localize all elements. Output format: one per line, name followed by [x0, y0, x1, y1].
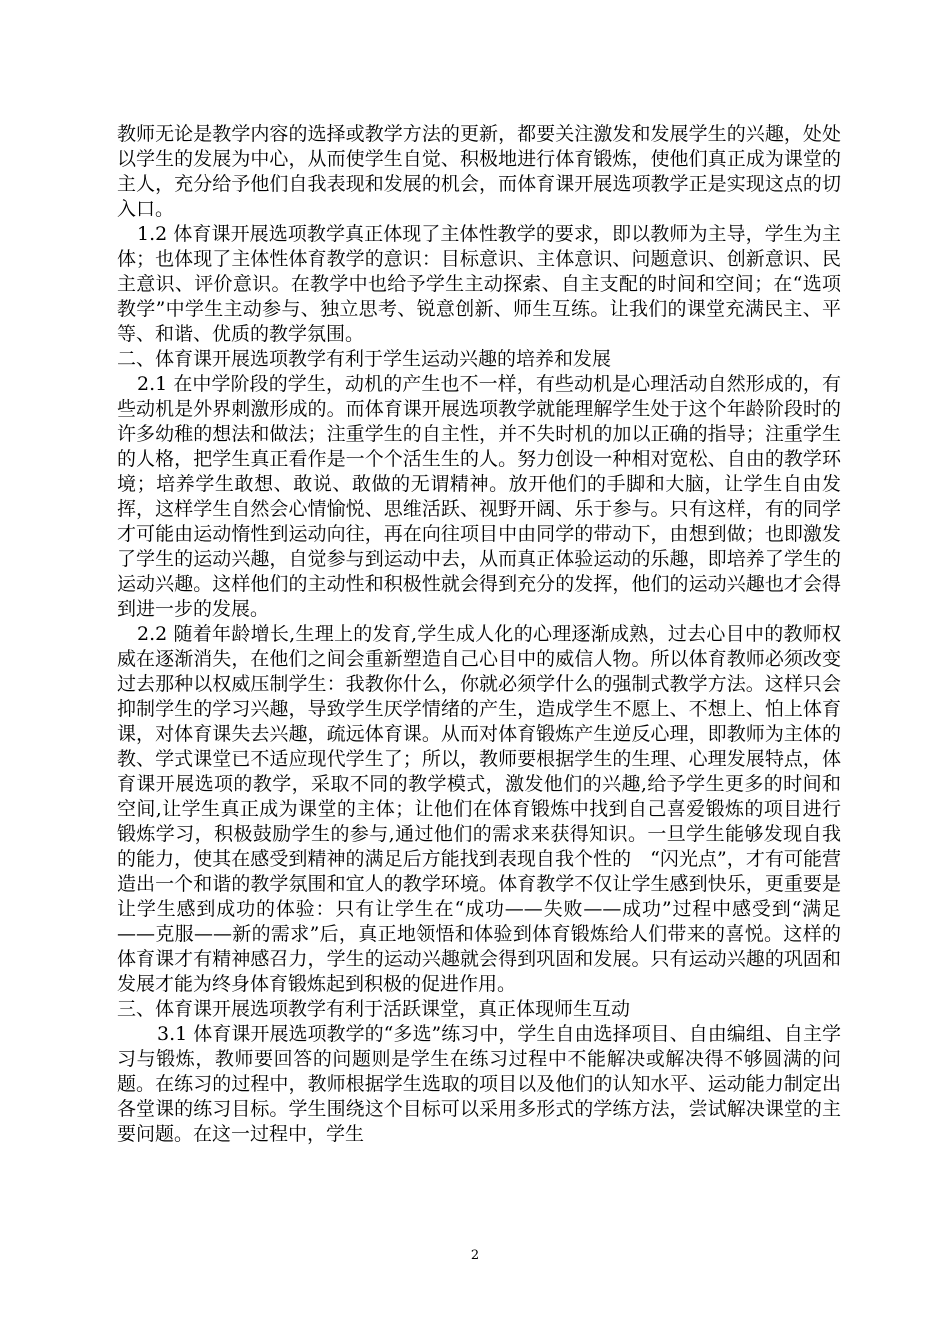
paragraph-intro-continued: 教师无论是教学内容的选择或教学方法的更新，都要关注激发和发展学生的兴趣，处处以学生的发展为中心，从而使学生自觉、积极地进行体育锻炼，使他们真正成为课堂的主人，充分给予他们自我表现和发展的机会，而体育课开展选项教学正是实现这点的切入口。 [117, 123, 841, 220]
paragraph-1-2: 1.2 体育课开展选项教学真正体现了主体性教学的要求，即以教师为主导，学生为主体；也体现了主体性体育教学的意识：目标意识、主体意识、问题意识、创新意识、民主意识、评价意识。在教学中也给予学生主动探索、自主支配的时间和空间；在“选项教学”中学生主动参与、独立思考、锐意创新、师生互练。让我们的课堂充满民主、平等、和谐、优质的教学氛围。 [117, 223, 841, 345]
section-heading-2: 二、体育课开展选项教学有利于学生运动兴趣的培养和发展 [117, 348, 612, 370]
page-number: 2 [470, 1248, 480, 1263]
paragraph-2-1: 2.1 在中学阶段的学生，动机的产生也不一样，有些动机是心理活动自然形成的，有些动机是外界刺激形成的。而体育课开展选项教学就能理解学生处于这个年龄阶段时的许多幼稚的想法和做法；注重学生的自主性，并不失时机的加以正确的指导；注重学生的人格，把学生真正看作是一个个活生生的人。努力创设一种相对宽松、自由的教学环境；培养学生敢想、敢说、敢做的无谓精神。放开他们的手脚和大脑，让学生自由发挥，这样学生自然会心情愉悦、思维活跃、视野开阔、乐于参与。只有这样，有的同学才可能由运动惰性到运动向往，再在向往项目中由同学的带动下，由想到做；也即激发了学生的运动兴趣，自觉参与到运动中去，从而真正体验运动的乐趣，即培养了学生的运动兴趣。这样他们的主动性和积极性就会得到充分的发挥，他们的运动兴趣也才会得到进一步的发展。 [117, 373, 841, 620]
paragraph-3-1: 3.1 体育课开展选项教学的“多选”练习中，学生自由选择项目、自由编组、自主学习与锻炼，教师要回答的问题则是学生在练习过程中不能解决或解决得不够圆满的问题。在练习的过程中，教师根据学生选取的项目以及他们的认知水平、运动能力制定出各堂课的练习目标。学生围绕这个目标可以采用多形式的学练方法，尝试解决课堂的主要问题。在这一过程中，学生 [117, 1023, 841, 1145]
section-heading-3: 三、体育课开展选项教学有利于活跃课堂，真正体现师生互动 [117, 998, 631, 1020]
paragraph-2-2: 2.2 随着年龄增长,生理上的发育,学生成人化的心理逐渐成熟，过去心目中的教师权威在逐渐消失，在他们之间会重新塑造自己心目中的威信人物。所以体育教师必须改变过去那种以权威压制学生：我教你什么，你就必须学什么的强制式教学方法。这样只会抑制学生的学习兴趣，导致学生厌学情绪的产生，造成学生不愿上、不想上、怕上体育课，对体育课失去兴趣，疏远体育课。从而对体育锻炼产生逆反心理，即教师为主体的教、学式课堂已不适应现代学生了；所以，教师要根据学生的生理、心理发展特点，体育课开展选项的教学，采取不同的教学模式，激发他们的兴趣,给予学生更多的时间和空间,让学生真正成为课堂的主体；让他们在体育锻炼中找到自己喜爱锻炼的项目进行锻炼学习，积极鼓励学生的参与,通过他们的需求来获得知识。一旦学生能够发现自我的能力，使其在感受到精神的满足后方能找到表现自我个性的 “闪光点”，才有可能营造出一个和谐的教学氛围和宜人的教学环境。体育教学不仅让学生感到快乐，更重要是让学生感到成功的体验：只有让学生在“成功——失败——成功”过程中感受到“满足——克服——新的需求”后，真正地领悟和体验到体育锻炼给人们带来的喜悦。这样的体育课才有精神感召力，学生的运动兴趣就会得到巩固和发展。只有运动兴趣的巩固和发展才能为终身体育锻炼起到积极的促进作用。 [117, 623, 841, 995]
body-text [117, 122, 841, 1147]
